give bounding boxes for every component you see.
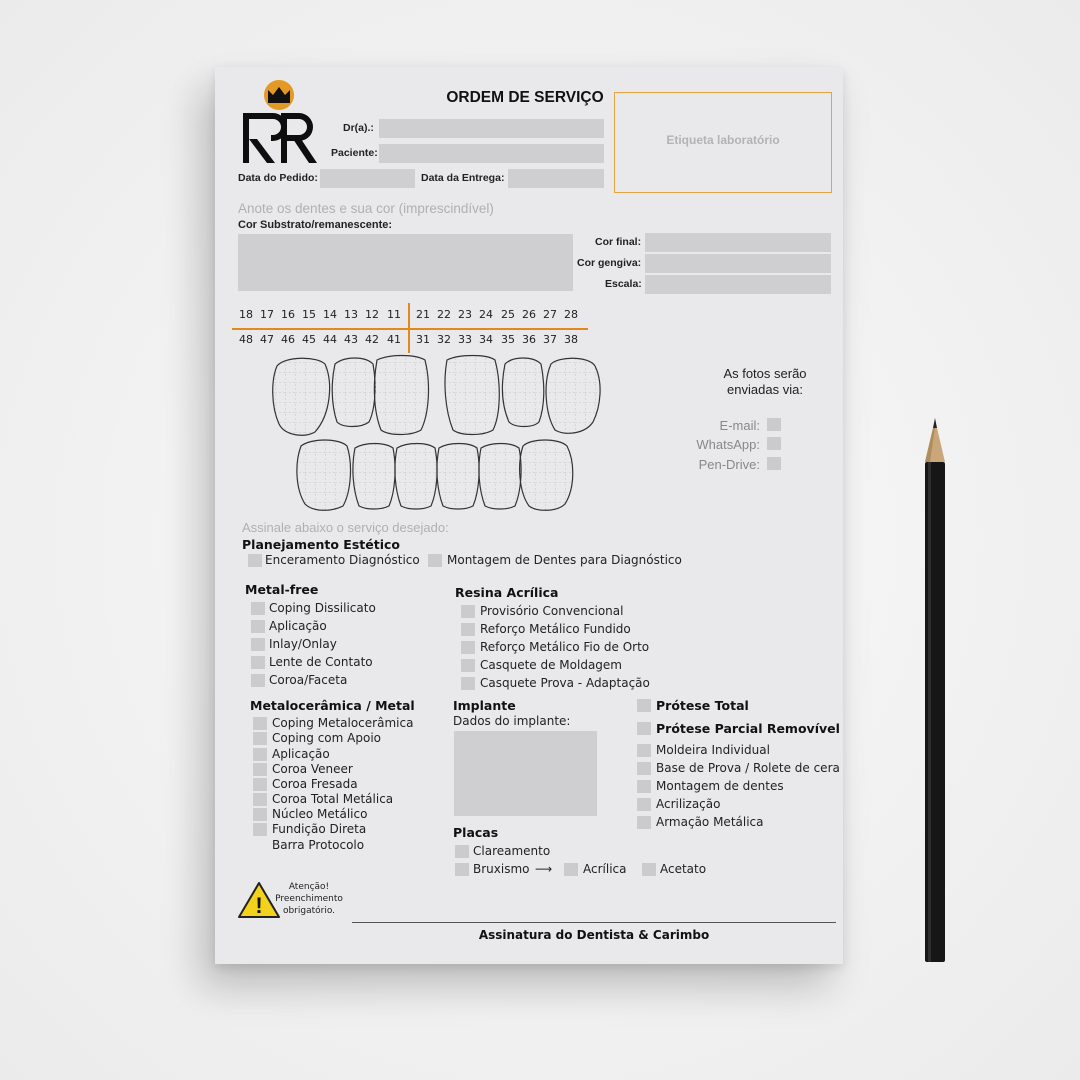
tooth-lower	[437, 444, 479, 510]
metaloceramica-option: Coping com Apoio	[272, 731, 381, 745]
lab-label-text: Etiqueta laboratório	[666, 133, 780, 147]
resin-title: Resina Acrílica	[455, 585, 559, 600]
tooth-number[interactable]: 34	[479, 333, 493, 346]
doctor-label: Dr(a).:	[343, 122, 374, 134]
tooth-upper	[332, 358, 375, 427]
service-order-sheet	[215, 67, 843, 964]
tooth-upper	[374, 356, 428, 435]
tooth-number[interactable]: 14	[323, 308, 337, 321]
tooth-number[interactable]: 36	[522, 333, 536, 346]
photo-option-email-checkbox[interactable]	[767, 418, 781, 431]
gum-color-field[interactable]	[645, 254, 831, 273]
tooth-lower	[297, 440, 351, 510]
crown-icon	[264, 80, 294, 110]
prosthesis-checkbox[interactable]	[637, 798, 651, 811]
prosthesis-option: Acrilização	[656, 797, 721, 811]
form-title: ORDEM DE SERVIÇO	[446, 89, 604, 106]
photo-option-whatsapp-checkbox[interactable]	[767, 437, 781, 450]
gum-color-label: Cor gengiva:	[577, 257, 642, 269]
prosthesis-option: Moldeira Individual	[656, 743, 770, 757]
tooth-number[interactable]: 31	[416, 333, 430, 346]
arrow-right-icon: ⟶	[535, 862, 553, 876]
metal-free-checkbox[interactable]	[251, 656, 265, 669]
metaloceramica-checkbox[interactable]	[253, 808, 267, 821]
metal-free-checkbox[interactable]	[251, 602, 265, 615]
metaloceramica-option: Barra Protocolo	[272, 838, 365, 852]
color-hint: Anote os dentes e sua cor (imprescindível)	[238, 201, 494, 216]
photo-option-pendrive-label: Pen-Drive:	[698, 457, 760, 472]
tooth-number[interactable]: 48	[239, 333, 253, 346]
service-hint: Assinale abaixo o serviço desejado:	[242, 520, 449, 535]
warning-line: Atenção!	[288, 882, 330, 892]
tooth-number[interactable]: 18	[239, 308, 253, 321]
metaloceramica-checkbox[interactable]	[253, 823, 267, 836]
tooth-number[interactable]: 46	[281, 333, 295, 346]
tooth-number[interactable]: 21	[416, 308, 430, 321]
final-color-label: Cor final:	[595, 236, 642, 248]
resin-option: Casquete de Moldagem	[480, 658, 622, 672]
metaloceramica-checkbox[interactable]	[253, 793, 267, 806]
acrylic-option: Acrílica	[583, 862, 627, 876]
tooth-number[interactable]: 22	[437, 308, 451, 321]
tooth-number[interactable]: 27	[543, 308, 557, 321]
lab-label-box[interactable]	[614, 92, 832, 193]
metal-free-option: Inlay/Onlay	[269, 637, 337, 651]
tooth-upper	[273, 358, 330, 435]
metaloceramica-option: Coroa Total Metálica	[272, 792, 394, 806]
tooth-number[interactable]: 43	[344, 333, 358, 346]
metaloceramica-checkbox[interactable]	[253, 778, 267, 791]
metaloceramica-option: Aplicação	[272, 747, 330, 761]
patient-field[interactable]	[379, 144, 604, 163]
partial-prosthesis-checkbox[interactable]	[637, 722, 651, 735]
tooth-lower	[353, 444, 395, 510]
resin-checkbox[interactable]	[461, 623, 475, 636]
metaloceramica-title: Metalocerâmica / Metal	[250, 698, 415, 713]
tooth-number[interactable]: 33	[458, 333, 472, 346]
planning-option-checkbox[interactable]	[248, 554, 262, 567]
tooth-number[interactable]: 45	[302, 333, 316, 346]
implant-subtitle: Dados do implante:	[453, 714, 571, 728]
patient-label: Paciente:	[331, 147, 378, 159]
resin-option: Reforço Metálico Fio de Orto	[480, 640, 650, 654]
tooth-number[interactable]: 11	[387, 308, 401, 321]
tooth-number[interactable]: 17	[260, 308, 274, 321]
prosthesis-option: Montagem de dentes	[656, 779, 784, 793]
tooth-number[interactable]: 16	[281, 308, 295, 321]
metal-free-title: Metal-free	[245, 582, 319, 597]
photos-title-line2: enviadas via:	[727, 382, 803, 397]
metaloceramica-option: Fundição Direta	[272, 822, 367, 836]
tooth-lower	[479, 444, 521, 510]
warning-line: Preenchimento	[275, 894, 343, 904]
tooth-upper	[445, 356, 499, 435]
metaloceramica-option: Núcleo Metálico	[272, 807, 368, 821]
tooth-number[interactable]: 26	[522, 308, 536, 321]
tooth-number[interactable]: 28	[564, 308, 578, 321]
tooth-number[interactable]: 23	[458, 308, 472, 321]
metaloceramica-option: Coroa Fresada	[272, 777, 358, 791]
resin-option: Casquete Prova - Adaptação	[480, 676, 650, 690]
tooth-lower	[395, 444, 437, 510]
planning-option-label: Enceramento Diagnóstico	[265, 553, 420, 567]
photos-title	[685, 366, 845, 398]
logo	[237, 77, 321, 169]
resin-checkbox[interactable]	[461, 605, 475, 618]
teeth-diagram	[265, 352, 610, 512]
resin-checkbox[interactable]	[461, 659, 475, 672]
resin-checkbox[interactable]	[461, 677, 475, 690]
substrate-label: Cor Substrato/remanescente:	[238, 219, 393, 231]
tooth-number[interactable]: 35	[501, 333, 515, 346]
bruxism-checkbox[interactable]	[455, 863, 469, 876]
metaloceramica-checkbox[interactable]	[253, 732, 267, 745]
implant-data-field[interactable]	[454, 731, 597, 816]
delivery-date-field[interactable]	[508, 169, 604, 188]
prosthesis-option: Armação Metálica	[656, 815, 764, 829]
tooth-number[interactable]: 41	[387, 333, 401, 346]
warning-line: obrigatório.	[282, 906, 336, 916]
resin-option: Reforço Metálico Fundido	[480, 622, 631, 636]
order-date-field[interactable]	[320, 169, 415, 188]
total-prosthesis-checkbox[interactable]	[637, 699, 651, 712]
acetate-option: Acetato	[660, 862, 707, 876]
delivery-date-label: Data da Entrega:	[421, 172, 505, 184]
metaloceramica-option: Coping Metalocerâmica	[272, 716, 414, 730]
prosthesis-checkbox[interactable]	[637, 780, 651, 793]
planning-option-label: Montagem de Dentes para Diagnóstico	[447, 553, 682, 567]
tooth-number[interactable]: 38	[564, 333, 578, 346]
whitening-checkbox[interactable]	[455, 845, 469, 858]
planning-option-checkbox[interactable]	[428, 554, 442, 567]
tooth-number[interactable]: 15	[302, 308, 316, 321]
tooth-number[interactable]: 32	[437, 333, 451, 346]
metal-free-option: Lente de Contato	[269, 655, 373, 669]
tooth-number[interactable]: 47	[260, 333, 274, 346]
resin-checkbox[interactable]	[461, 641, 475, 654]
planning-title: Planejamento Estético	[242, 537, 400, 552]
total-prosthesis-title: Prótese Total	[656, 698, 749, 713]
implant-title: Implante	[453, 698, 516, 713]
tooth-number[interactable]: 42	[365, 333, 379, 346]
metaloceramica-option: Coroa Veneer	[272, 762, 353, 776]
acrylic-checkbox[interactable]	[564, 863, 578, 876]
tooth-number[interactable]: 44	[323, 333, 337, 346]
acetate-checkbox[interactable]	[642, 863, 656, 876]
metal-free-checkbox[interactable]	[251, 620, 265, 633]
tooth-number[interactable]: 24	[479, 308, 493, 321]
pencil	[924, 418, 946, 963]
prosthesis-option: Base de Prova / Rolete de cera	[656, 761, 840, 775]
photo-option-whatsapp-label: WhatsApp:	[696, 437, 760, 452]
warning-text	[275, 881, 343, 917]
tooth-number[interactable]: 25	[501, 308, 515, 321]
order-date-label: Data do Pedido:	[238, 172, 318, 184]
scale-label: Escala:	[605, 278, 642, 290]
photos-title-line1: As fotos serão	[723, 366, 807, 381]
photo-option-email-label: E-mail:	[719, 418, 760, 433]
tooth-upper	[546, 358, 600, 433]
prosthesis-checkbox[interactable]	[637, 816, 651, 829]
tooth-number[interactable]: 12	[365, 308, 379, 321]
substrate-field[interactable]	[238, 234, 573, 291]
metal-free-option: Coroa/Faceta	[269, 673, 348, 687]
tooth-number[interactable]: 13	[344, 308, 358, 321]
metaloceramica-checkbox[interactable]	[253, 763, 267, 776]
bruxism-option: Bruxismo	[473, 862, 530, 876]
metal-free-option: Aplicação	[269, 619, 327, 633]
metaloceramica-checkbox[interactable]	[253, 717, 267, 730]
final-color-field[interactable]	[645, 233, 831, 252]
chart-vertical-line	[408, 303, 410, 353]
tooth-number[interactable]: 37	[543, 333, 557, 346]
signature-label: Assinatura do Dentista & Carimbo	[478, 928, 710, 942]
tooth-lower	[520, 440, 573, 510]
metal-free-checkbox[interactable]	[251, 638, 265, 651]
chart-horizontal-line	[232, 328, 588, 330]
scale-field[interactable]	[645, 275, 831, 294]
signature-line	[352, 922, 836, 923]
doctor-field[interactable]	[379, 119, 604, 138]
tooth-upper	[502, 358, 543, 427]
prosthesis-checkbox[interactable]	[637, 762, 651, 775]
partial-prosthesis-title: Prótese Parcial Removível	[656, 721, 840, 736]
metaloceramica-checkbox[interactable]	[253, 748, 267, 761]
prosthesis-checkbox[interactable]	[637, 744, 651, 757]
warning-symbol: !	[255, 893, 263, 918]
metal-free-checkbox[interactable]	[251, 674, 265, 687]
photo-option-pendrive-checkbox[interactable]	[767, 457, 781, 470]
whitening-option: Clareamento	[473, 844, 551, 858]
metal-free-option: Coping Dissilicato	[269, 601, 376, 615]
resin-option: Provisório Convencional	[480, 604, 624, 618]
plates-title: Placas	[453, 825, 499, 840]
